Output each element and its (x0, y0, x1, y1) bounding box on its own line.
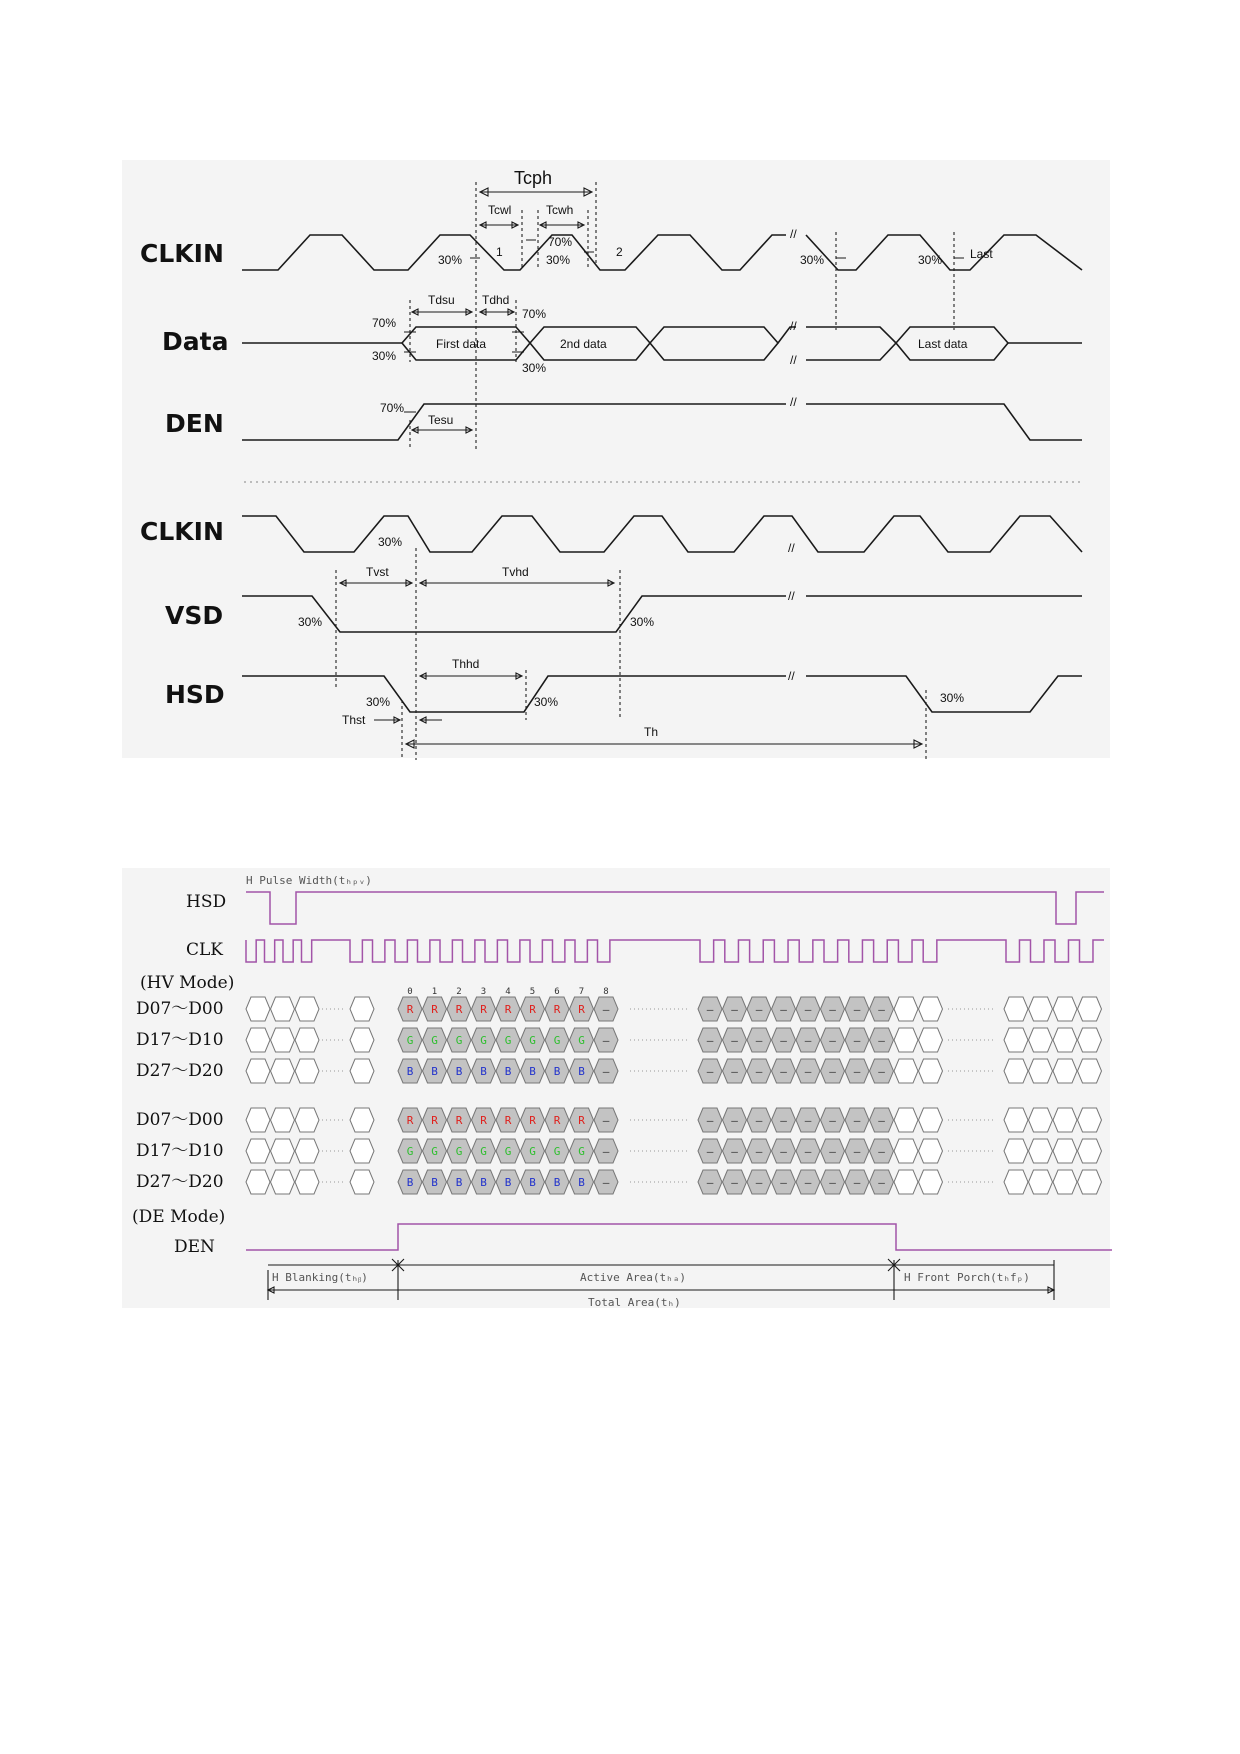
clkin2-label: CLKIN (140, 517, 224, 546)
dash-value: — (878, 1034, 885, 1047)
channel-g-value: G (553, 1145, 561, 1158)
clk-30-label-c: 30% (800, 253, 825, 267)
tcwl-label: Tcwl (488, 203, 512, 217)
clk-30-label-d: 30% (918, 253, 943, 267)
first-data-label: First data (436, 337, 487, 351)
channel-b-value: B (455, 1176, 463, 1189)
dash-value: — (780, 1145, 787, 1158)
pixel-index: 6 (554, 987, 560, 997)
dash-value: — (829, 1003, 836, 1016)
pixel-index: 1 (431, 987, 438, 997)
dash-value: — (755, 1176, 763, 1189)
tdsu-label: Tdsu (428, 293, 455, 307)
data-cell-idle (295, 1028, 319, 1052)
data-cell-idle (246, 1108, 270, 1132)
de-d2-label: D27～D20 (136, 1172, 224, 1192)
th-label: Th (644, 725, 659, 739)
dash-value: — (853, 1065, 861, 1078)
de-mode-label: (DE Mode) (132, 1207, 226, 1227)
data-cell-idle (246, 1059, 270, 1083)
dash-value: — (804, 1065, 812, 1078)
dash-value: — (755, 1003, 763, 1016)
dash-value: — (878, 1065, 885, 1078)
dash-value: — (804, 1114, 812, 1127)
pixel-index: 0 (407, 987, 413, 997)
data-cell-idle (1029, 997, 1053, 1021)
data-cell-idle (1078, 1170, 1102, 1194)
dash-value: — (602, 1114, 610, 1127)
channel-b-value: B (529, 1176, 536, 1189)
dash-value: — (602, 1145, 610, 1158)
clk-last-label: Last (970, 247, 993, 261)
data-cell-idle (894, 1139, 918, 1163)
dash-value: — (829, 1034, 836, 1047)
data-cell-idle (894, 1059, 918, 1083)
channel-g-value: G (504, 1034, 512, 1047)
channel-g-value: G (504, 1145, 512, 1158)
data-cell-idle (295, 1139, 319, 1163)
dash-value: — (706, 1034, 714, 1047)
data-cell-idle (919, 1028, 943, 1052)
clk-one-label: 1 (496, 245, 503, 259)
data-cell-idle (1029, 1170, 1053, 1194)
dash-value: — (731, 1065, 738, 1078)
pixel-index: 8 (603, 987, 609, 997)
dash-value: — (829, 1176, 836, 1189)
break-mark-6: // (788, 589, 795, 603)
dash-value: — (878, 1114, 885, 1127)
channel-b-value: B (431, 1176, 438, 1189)
data-cell-idle (271, 1059, 295, 1083)
dash-value: — (829, 1145, 836, 1158)
dash-value: — (602, 1034, 610, 1047)
active-area-label: Active Area(tₕₐ) (580, 1271, 686, 1284)
data-cell-idle (1078, 1059, 1102, 1083)
data-70-label: 70% (372, 316, 397, 330)
clk-30-label: 30% (546, 253, 571, 267)
data-30-label: 30% (372, 349, 397, 363)
hv-d2-label: D27～D20 (136, 1061, 224, 1081)
channel-g-value: G (578, 1145, 585, 1158)
dash-value: — (602, 1003, 610, 1016)
tdhd-label: Tdhd (482, 293, 510, 307)
tvhd-label: Tvhd (502, 565, 529, 579)
channel-g-value: G (455, 1145, 463, 1158)
channel-g-value: G (406, 1145, 414, 1158)
second-data-label: 2nd data (560, 337, 607, 351)
dash-value: — (602, 1065, 610, 1078)
channel-r-value: R (406, 1003, 414, 1016)
clk2-30-label: 30% (378, 535, 403, 549)
data-cell-idle (1078, 1139, 1102, 1163)
data-cell-idle (1053, 1108, 1077, 1132)
channel-r-value: R (431, 1003, 438, 1016)
channel-b-value: B (578, 1176, 585, 1189)
dash-value: — (804, 1003, 812, 1016)
data-cell-idle (271, 1170, 295, 1194)
data-cell-idle (1078, 1108, 1102, 1132)
dash-value: — (878, 1145, 885, 1158)
tvst-label: Tvst (366, 565, 389, 579)
tcwh-label: Tcwh (546, 203, 574, 217)
channel-g-value: G (529, 1034, 536, 1047)
channel-r-value: R (406, 1114, 414, 1127)
tesu-label: Tesu (428, 413, 454, 427)
channel-r-value: R (553, 1114, 561, 1127)
data-cell-idle (271, 1028, 295, 1052)
channel-b-value: B (529, 1065, 536, 1078)
timing-panel-bottom (122, 868, 1112, 1309)
channel-r-value: R (480, 1114, 487, 1127)
dash-value: — (731, 1034, 738, 1047)
timing-panel-top (122, 160, 1110, 760)
data-cell-idle (894, 1108, 918, 1132)
data-cell-idle (1004, 1108, 1028, 1132)
dash-value: — (602, 1176, 610, 1189)
data-cell-idle (350, 1028, 374, 1052)
data-cell-idle (295, 1108, 319, 1132)
data-cell-idle (1029, 1028, 1053, 1052)
vsd-label: VSD (165, 601, 224, 630)
data-cell-idle (1053, 1059, 1077, 1083)
break-mark-4: // (790, 395, 797, 409)
front-porch-label: H Front Porch(tₕfₚ) (904, 1271, 1030, 1284)
dash-value: — (878, 1003, 885, 1016)
break-mark-3: // (790, 353, 797, 367)
dash-value: — (731, 1114, 738, 1127)
channel-g-value: G (406, 1034, 414, 1047)
dash-value: — (706, 1145, 714, 1158)
channel-b-value: B (480, 1065, 487, 1078)
channel-g-value: G (553, 1034, 561, 1047)
vsd-30-label: 30% (298, 615, 323, 629)
dash-value: — (755, 1145, 763, 1158)
channel-b-value: B (553, 1065, 561, 1078)
data-label: Data (162, 327, 229, 356)
channel-b-value: B (406, 1176, 414, 1189)
channel-r-value: R (578, 1003, 585, 1016)
de-d1-label: D17～D10 (136, 1141, 224, 1161)
data-cell-idle (350, 1170, 374, 1194)
clk-30-label-b: 30% (438, 253, 463, 267)
dash-value: — (780, 1003, 787, 1016)
channel-g-value: G (431, 1034, 438, 1047)
data-cell-idle (1053, 1139, 1077, 1163)
data-cell-idle (1004, 1059, 1028, 1083)
dash-value: — (829, 1114, 836, 1127)
data-cell-idle (246, 997, 270, 1021)
data-cell-idle (919, 1170, 943, 1194)
dash-value: — (706, 1003, 714, 1016)
data-cell-idle (350, 997, 374, 1021)
channel-r-value: R (504, 1114, 512, 1127)
pixel-index: 4 (505, 987, 511, 997)
channel-g-value: G (455, 1034, 463, 1047)
channel-g-value: G (578, 1034, 585, 1047)
hsd-30-label-c: 30% (940, 691, 965, 705)
pixel-index: 2 (456, 987, 462, 997)
dash-value: — (853, 1114, 861, 1127)
hsd-30-label: 30% (366, 695, 391, 709)
data-cell-idle (246, 1028, 270, 1052)
thhd-label: Thhd (452, 657, 480, 671)
break-mark-1: // (790, 227, 797, 241)
data-cell-idle (295, 1170, 319, 1194)
data-cell-idle (919, 1139, 943, 1163)
vsd-30-label-b: 30% (630, 615, 655, 629)
data-70-label-b: 70% (522, 307, 547, 321)
hv-hsd-label: HSD (186, 892, 227, 912)
data-cell-idle (271, 1139, 295, 1163)
data-cell-idle (1029, 1059, 1053, 1083)
dash-value: — (853, 1145, 861, 1158)
channel-g-value: G (480, 1145, 487, 1158)
channel-b-value: B (504, 1176, 512, 1189)
dash-value: — (780, 1034, 787, 1047)
last-data-label: Last data (918, 337, 968, 351)
dash-value: — (780, 1176, 787, 1189)
data-cell-idle (246, 1139, 270, 1163)
data-cell-idle (295, 997, 319, 1021)
panel-background-2 (122, 868, 1110, 1308)
data-cell-idle (894, 997, 918, 1021)
hsd-30-label-b: 30% (534, 695, 559, 709)
data-cell-idle (1053, 1170, 1077, 1194)
clkin-label: CLKIN (140, 239, 224, 268)
dash-value: — (853, 1176, 861, 1189)
data-cell-idle (1004, 1170, 1028, 1194)
data-cell-idle (295, 1059, 319, 1083)
channel-b-value: B (504, 1065, 512, 1078)
dash-value: — (731, 1003, 738, 1016)
data-cell-idle (1004, 1139, 1028, 1163)
dash-value: — (853, 1034, 861, 1047)
data-cell-idle (919, 1059, 943, 1083)
pixel-index: 7 (578, 987, 585, 997)
data-cell-idle (1029, 1139, 1053, 1163)
clk-70-label: 70% (548, 235, 573, 249)
channel-r-value: R (529, 1114, 536, 1127)
dash-value: — (780, 1114, 787, 1127)
break-mark-2: // (790, 319, 797, 333)
data-cell-idle (271, 1108, 295, 1132)
channel-g-value: G (480, 1034, 487, 1047)
data-cell-idle (1004, 1028, 1028, 1052)
data-cell-idle (894, 1170, 918, 1194)
channel-b-value: B (455, 1065, 463, 1078)
dash-value: — (755, 1065, 763, 1078)
data-cell-idle (894, 1028, 918, 1052)
channel-r-value: R (578, 1114, 585, 1127)
channel-r-value: R (431, 1114, 438, 1127)
dash-value: — (780, 1065, 787, 1078)
tcph-label: Tcph (514, 168, 553, 188)
channel-b-value: B (578, 1065, 585, 1078)
data-cell-idle (350, 1108, 374, 1132)
hv-d0-label: D07～D00 (136, 999, 224, 1019)
de-den-label: DEN (174, 1237, 215, 1257)
hv-clk-label: CLK (186, 940, 223, 960)
pulse-width-label: H Pulse Width(tₕₚᵥ) (246, 874, 372, 887)
dash-value: — (804, 1034, 812, 1047)
dash-value: — (878, 1176, 885, 1189)
dash-value: — (706, 1176, 714, 1189)
de-d0-label: D07～D00 (136, 1110, 224, 1130)
data-cell-idle (1078, 997, 1102, 1021)
data-cell-idle (919, 1108, 943, 1132)
dash-value: — (853, 1003, 861, 1016)
dash-value: — (829, 1065, 836, 1078)
data-30-label-b: 30% (522, 361, 547, 375)
data-cell-idle (246, 1170, 270, 1194)
channel-r-value: R (504, 1003, 512, 1016)
data-cell-idle (1029, 1108, 1053, 1132)
dash-value: — (731, 1145, 738, 1158)
total-area-label: Total Area(tₕ) (588, 1296, 681, 1309)
clk-two-label: 2 (616, 245, 623, 259)
dash-value: — (804, 1145, 812, 1158)
hv-d1-label: D17～D10 (136, 1030, 224, 1050)
dash-value: — (755, 1034, 763, 1047)
hv-mode-label: (HV Mode) (140, 973, 235, 993)
blanking-label: H Blanking(tₕᵦ) (272, 1271, 368, 1284)
channel-r-value: R (480, 1003, 487, 1016)
dash-value: — (706, 1114, 714, 1127)
thst-label: Thst (342, 713, 366, 727)
channel-g-value: G (431, 1145, 438, 1158)
den-70-label: 70% (380, 401, 405, 415)
data-cell-idle (919, 997, 943, 1021)
channel-g-value: G (529, 1145, 536, 1158)
channel-b-value: B (406, 1065, 414, 1078)
data-cell-idle (271, 997, 295, 1021)
dash-value: — (706, 1065, 714, 1078)
data-cell-idle (350, 1139, 374, 1163)
channel-b-value: B (480, 1176, 487, 1189)
channel-b-value: B (553, 1176, 561, 1189)
hsd-label: HSD (165, 680, 225, 709)
break-mark-7: // (788, 669, 795, 683)
data-cell-idle (350, 1059, 374, 1083)
data-cell-idle (1053, 1028, 1077, 1052)
channel-r-value: R (455, 1003, 463, 1016)
channel-r-value: R (553, 1003, 561, 1016)
dash-value: — (755, 1114, 763, 1127)
pixel-index: 3 (480, 987, 487, 997)
channel-r-value: R (529, 1003, 536, 1016)
data-cell-idle (1004, 997, 1028, 1021)
break-mark-5: // (788, 541, 795, 555)
channel-r-value: R (455, 1114, 463, 1127)
den-label: DEN (165, 409, 224, 438)
dash-value: — (731, 1176, 738, 1189)
data-cell-idle (1078, 1028, 1102, 1052)
pixel-index: 5 (529, 987, 536, 997)
dash-value: — (804, 1176, 812, 1189)
channel-b-value: B (431, 1065, 438, 1078)
data-cell-idle (1053, 997, 1077, 1021)
